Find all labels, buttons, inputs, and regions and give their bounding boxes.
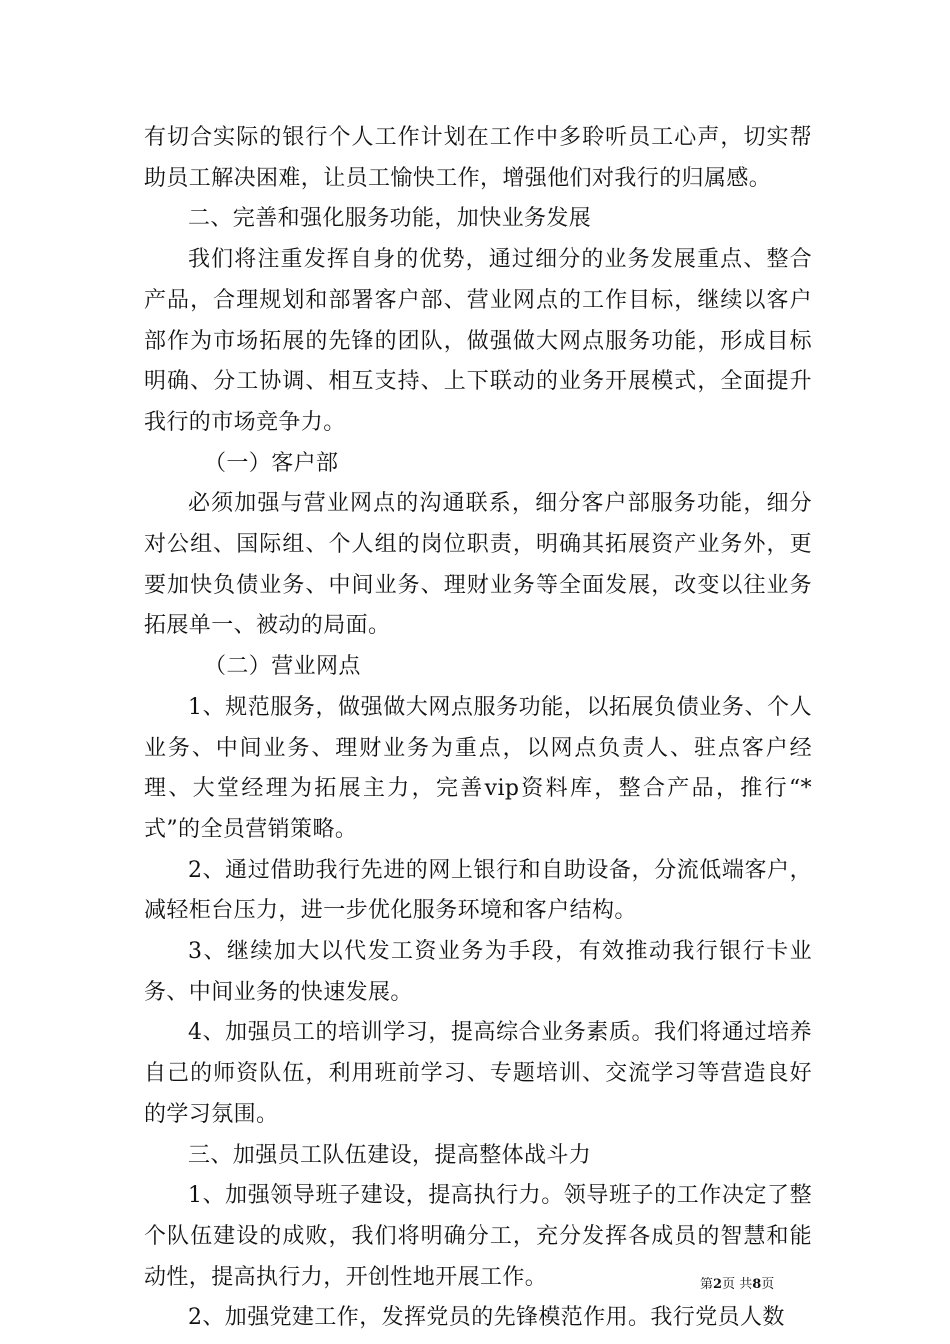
footer-middle: 页 共 — [722, 1277, 753, 1292]
page-number-footer — [700, 1276, 774, 1294]
section-heading-3: 三、加强员工队伍建设，提高整体战斗力 — [188, 1142, 592, 1168]
document-body — [144, 118, 812, 1339]
subsection-heading-customer-dept: （一）客户部 — [204, 450, 339, 476]
footer-suffix: 页 — [761, 1277, 775, 1292]
paragraph-8: 2、通过借助我行先进的网上银行和自助设备，分流低端客户，减轻柜台压力，进一步优化服务环境和客户结构。 — [144, 857, 812, 924]
paragraph-7: 1、规范服务，做强做大网点服务功能，以拓展负债业务、个人业务、中间业务、理财业务为重点，以网点负责人、驻点客户经理、大堂经理为拓展主力，完善vip资料库，整合产品，推行“*式”的全员营销策略。 — [144, 694, 812, 842]
paragraph-13: 2、加强党建工作，发挥党员的先锋模范作用。我行党员人数 — [188, 1305, 785, 1331]
subsection-heading-branches: （二）营业网点 — [204, 654, 361, 680]
footer-prefix: 第 — [700, 1277, 714, 1292]
section-heading-2: 二、完善和强化服务功能，加快业务发展 — [188, 206, 592, 232]
footer-total-pages: 8 — [752, 1277, 762, 1292]
paragraph-1: 有切合实际的银行个人工作计划在工作中多聆听员工心声，切实帮助员工解决困难，让员工愉快工作，增强他们对我行的归属感。 — [144, 125, 812, 191]
footer-current-page: 2 — [713, 1277, 723, 1292]
paragraph-3: 我们将注重发挥自身的优势，通过细分的业务发展重点、整合产品，合理规划和部署客户部、营业网点的工作目标，继续以客户部作为市场拓展的先锋的团队，做强做大网点服务功能，形成目标明确、分工协调、相互支持、上下联动的业务开展模式，全面提升我行的市场竞争力。 — [144, 247, 812, 435]
paragraph-9: 3、继续加大以代发工资业务为手段，有效推动我行银行卡业务、中间业务的快速发展。 — [144, 939, 812, 1005]
paragraph-12: 1、加强领导班子建设，提高执行力。领导班子的工作决定了整个队伍建设的成败，我们将明确分工，充分发挥各成员的智慧和能动性，提高执行力，开创性地开展工作。 — [144, 1183, 812, 1290]
paragraph-5: 必须加强与营业网点的沟通联系，细分客户部服务功能，细分对公组、国际组、个人组的岗位职责，明确其拓展资产业务外，更要加快负债业务、中间业务、理财业务等全面发展，改变以往业务拓展单一、被动的局面。 — [144, 491, 812, 639]
paragraph-10: 4、加强员工的培训学习，提高综合业务素质。我们将通过培养自己的师资队伍，利用班前学习、专题培训、交流学习等营造良好的学习氛围。 — [144, 1020, 812, 1127]
